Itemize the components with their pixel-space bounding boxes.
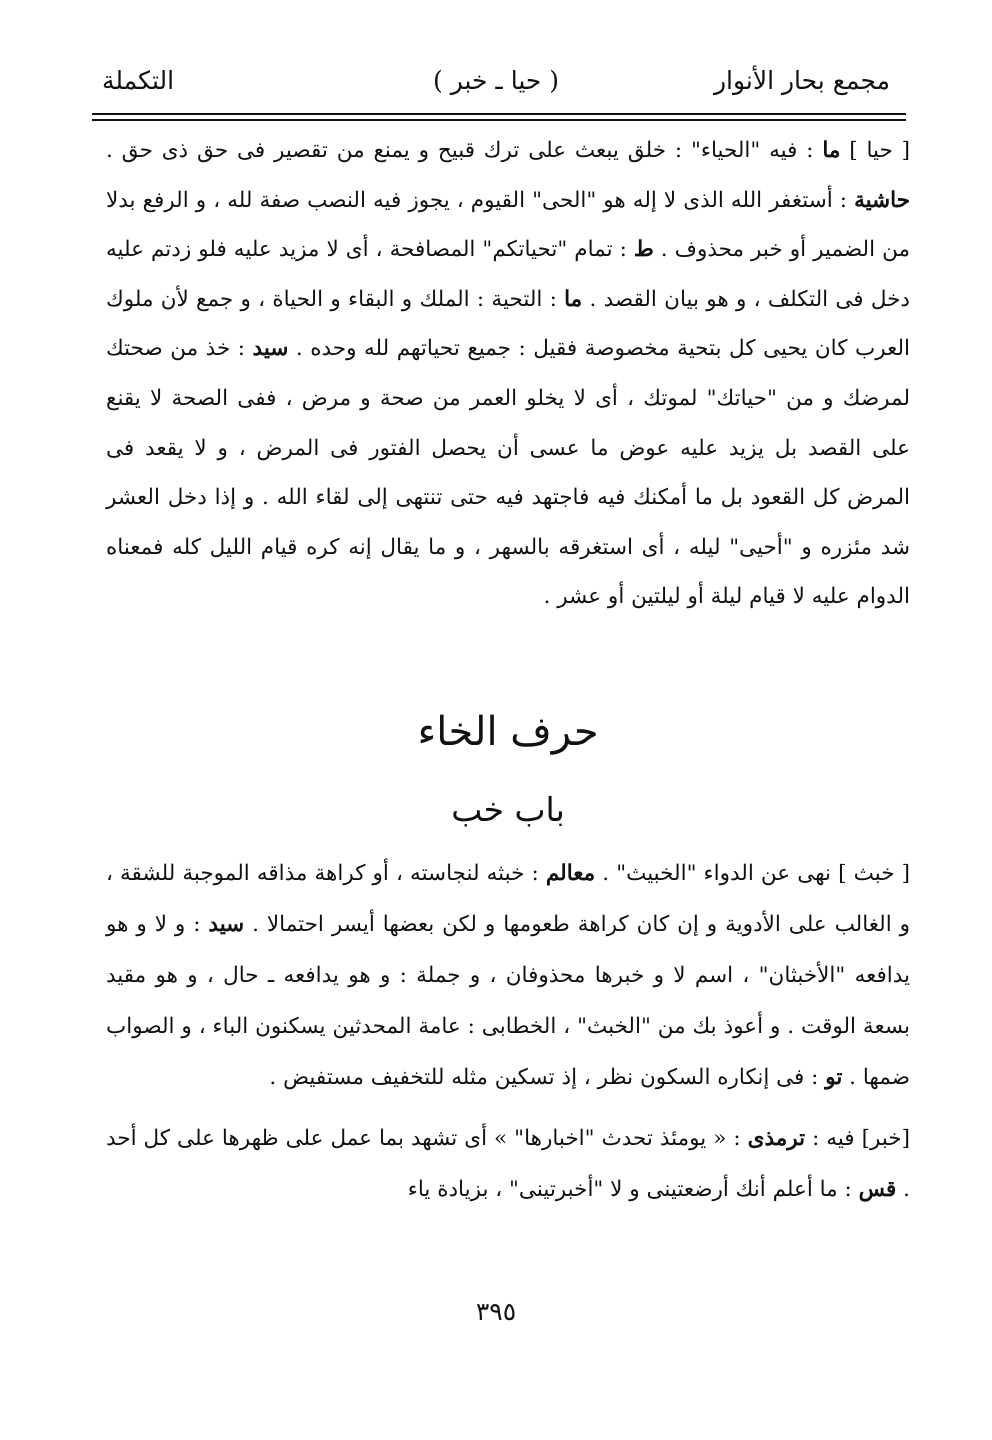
text-run: [ حيا ]	[840, 138, 911, 163]
paragraph-khabar	[106, 1113, 910, 1215]
text-run: : تمام "تحياتكم" المصافحة ، أى لا مزيد عليه فلو زدتم عليه دخل فى التكلف ، و هو بيان القصد .	[106, 237, 910, 312]
page-number: ٣٩٥	[475, 1297, 517, 1326]
source-abbreviation: ط	[633, 237, 654, 263]
source-abbreviation: سيد	[208, 912, 245, 937]
text-run: : و لا و هو يدافعه "الأخبثان" ، اسم لا و خبرها محذوفان ، و جملة : و هو يدافعه ـ حال ، و هو مقيد بسعة الوقت . و أعوذ بك من "الخبث" ، الخطابى : عامة المحدثين يسكنون الباء ، و الصواب ضمها .	[106, 912, 910, 1090]
paragraph-hayya	[106, 126, 910, 622]
source-abbreviation: حاشية	[854, 187, 910, 213]
source-abbreviation: تو	[825, 1065, 843, 1090]
text-run: : ما أعلم أنك أرضعتينى و لا "أخبرتينى" ، بزيادة ياء	[407, 1177, 859, 1202]
entry-hayya	[106, 126, 910, 622]
text-run: : التحية : الملك و البقاء و الحياة ، و جمع لأن ملوك العرب كان يحيى كل بتحية مخصوصة فقيل : جميع تحياتهم لله وحده .	[106, 286, 910, 362]
text-run: : « يومئذ تحدث "اخبارها" » أى تشهد بما عمل على ظهرها على كل أحد .	[106, 1126, 910, 1202]
entries-khabba	[106, 848, 910, 1215]
text-run: : خذ من صحتك لمرضك و من "حياتك" لموتك ، أى لا يخلو العمر من صحة و مرض ، ففى الصحة لا يقنع على القصد بل يزيد عليه عوض ما عسى أن يحصل الفتور فى المرض ، و لا يقعد فى المرض كل القعود بل ما أمكنك فيه فاجتهد فيه حتى تنتهى إلى لقاء الله . و إذا دخل العشر شد مئزره و "أحيى" ليله ، أى استغرقه بالسهر ، و ما يقال إنه كره قيام الليل كله فمعناه الدوام عليه لا قيام ليلة أو ليلتين أو عشر .	[106, 336, 910, 610]
paragraph-gap	[106, 1103, 910, 1113]
header-entry-range: ( حيا ـ خبر )	[432, 66, 560, 95]
source-abbreviation: سيد	[252, 336, 289, 362]
chapter-title: حرف الخاء	[417, 709, 599, 755]
running-header	[96, 60, 896, 102]
header-rule-bottom	[92, 119, 906, 121]
source-abbreviation: معالم	[545, 861, 596, 886]
source-abbreviation: ما	[822, 138, 841, 163]
text-run: : فى إنكاره السكون نظر ، إذ تسكين مثله للتخفيف مستفيض .	[269, 1065, 826, 1090]
text-run: : فيه "الحياء" : خلق يبعث على ترك قبيح و يمنع من تقصير فى حق ذى حق .	[106, 138, 823, 163]
text-run: : أستغفر الله الذى لا إله هو "الحى" القيوم ، يجوز فيه النصب صفة لله ، و الرفع بدلا من الضمير أو خبر محذوف .	[106, 187, 910, 263]
header-volume-label: التكملة	[102, 66, 175, 95]
source-abbreviation: ما	[564, 286, 583, 312]
text-run: [ خبث ] نهى عن الدواء "الخبيث" .	[595, 861, 910, 886]
paragraph-khabath	[106, 848, 910, 1103]
source-abbreviation: ترمذى	[747, 1126, 806, 1151]
text-run: : خبثه لنجاسته ، أو كراهة مذاقه الموجبة للشقة ، و الغالب على الأدوية و إن كان كراهة طعومها و لكن بعضها أيسر احتمالا .	[106, 861, 911, 937]
text-run: [خبر] فيه :	[805, 1126, 910, 1151]
header-book-title: مجمع بحار الأنوار	[713, 66, 890, 95]
header-rule-top	[92, 113, 906, 115]
section-title: باب خب	[451, 790, 565, 829]
source-abbreviation: قس	[858, 1177, 897, 1202]
